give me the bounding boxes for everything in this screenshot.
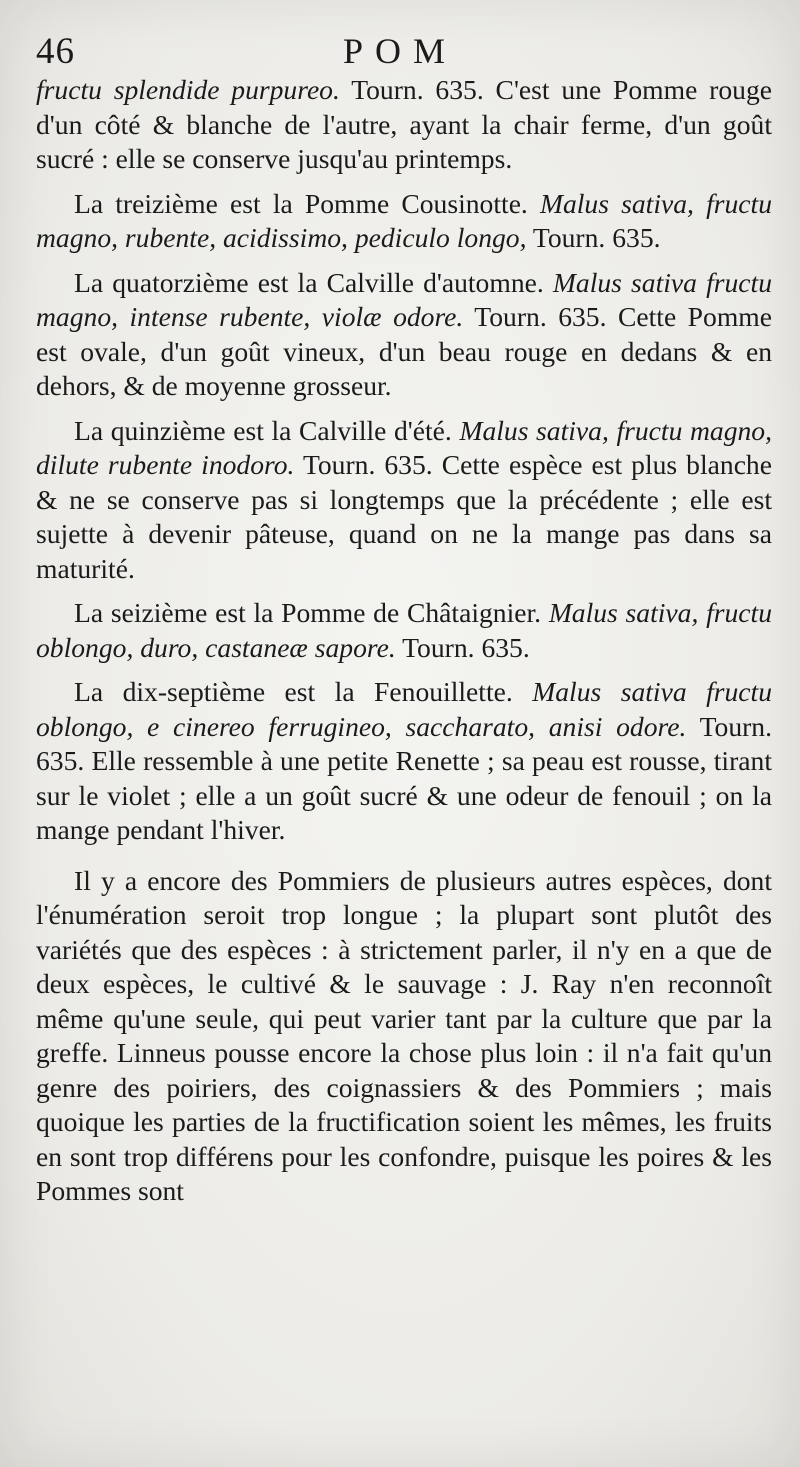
paragraph-4 <box>36 414 772 587</box>
page-number: 46 <box>36 31 75 72</box>
text-run: Tourn. 635. Cette espèce est plus blanche & ne se conserve pas si longtemps que la précédente ; elle est sujette à devenir pâteuse, quand on ne la mange pas dans sa maturité. <box>36 449 772 584</box>
paragraph-1 <box>36 73 772 177</box>
text-run: La treizième est la Pomme Cousinotte. <box>74 187 540 219</box>
text-run: Tourn. 635. C'est une Pomme rouge d'un côté & blanche de l'autre, ayant la chair ferme, d'un goût sucré : elle se conserve jusqu'au printemps. <box>36 74 772 174</box>
running-title: POM <box>342 31 458 71</box>
text-run: Tourn. 635. Elle ressemble à une petite Renette ; sa peau est rousse, tirant sur le violet ; elle a un goût sucré & une odeur de fenouil ; on la mange pendant l'hiver. <box>36 710 773 845</box>
latin-name: Malus sativa, fructu magno, dilute rubente inodoro. <box>36 414 772 480</box>
text-run: Tourn. 635. <box>526 222 661 253</box>
latin-name: Malus sativa fructu magno, intense rubente, violæ odore. <box>36 266 772 332</box>
paragraph-5 <box>36 596 772 665</box>
paragraph-7 <box>36 864 772 1209</box>
text-run: Tourn. 635. <box>395 631 530 663</box>
page-body <box>36 73 772 1209</box>
latin-name: Malus sativa fructu oblongo, e cinereo ferrugineo, saccharato, anisi odore. <box>36 676 772 742</box>
latin-name: Malus sativa, fructu oblongo, duro, castaneæ sapore. <box>36 597 772 663</box>
text-run: La quatorzième est la Calville d'automne. <box>74 266 553 298</box>
latin-name: fructu splendide purpureo. <box>36 74 340 105</box>
latin-name: Malus sativa, fructu magno, rubente, acidissimo, pediculo longo, <box>36 187 772 253</box>
text-run: Il y a encore des Pommiers de plusieurs autres espèces, dont l'énumération seroit trop longue ; la plupart sont plutôt des variétés que des espèces : à strictement parler, il n'y en a que de deux espèces, le cultivé & le sauvage : J. Ray n'en reconnoît même qu'une seule, qui peut varier tant par la culture que par la greffe. Linneus pousse encore la chose plus loin : il n'a fait qu'un genre des poiriers, des coignassiers & des Pommiers ; mais quoique les parties de la fructification soient les mêmes, les fruits en sont trop différens pour les confondre, puisque les poires & les Pommes sont <box>36 864 772 1206</box>
text-run: La dix-septième est la Fenouillette. <box>74 676 533 707</box>
paragraph-3 <box>36 266 772 404</box>
paragraph-6 <box>36 675 772 848</box>
text-run: Tourn. 635. Cette Pomme est ovale, d'un goût vineux, d'un beau rouge en dedans & en dehors, & de moyenne grosseur. <box>36 301 772 401</box>
page-header <box>36 30 764 74</box>
paragraph-2 <box>36 187 772 256</box>
text-run: La seizième est la Pomme de Châtaignier. <box>74 597 549 628</box>
text-run: La quinzième est la Calville d'été. <box>74 414 460 446</box>
